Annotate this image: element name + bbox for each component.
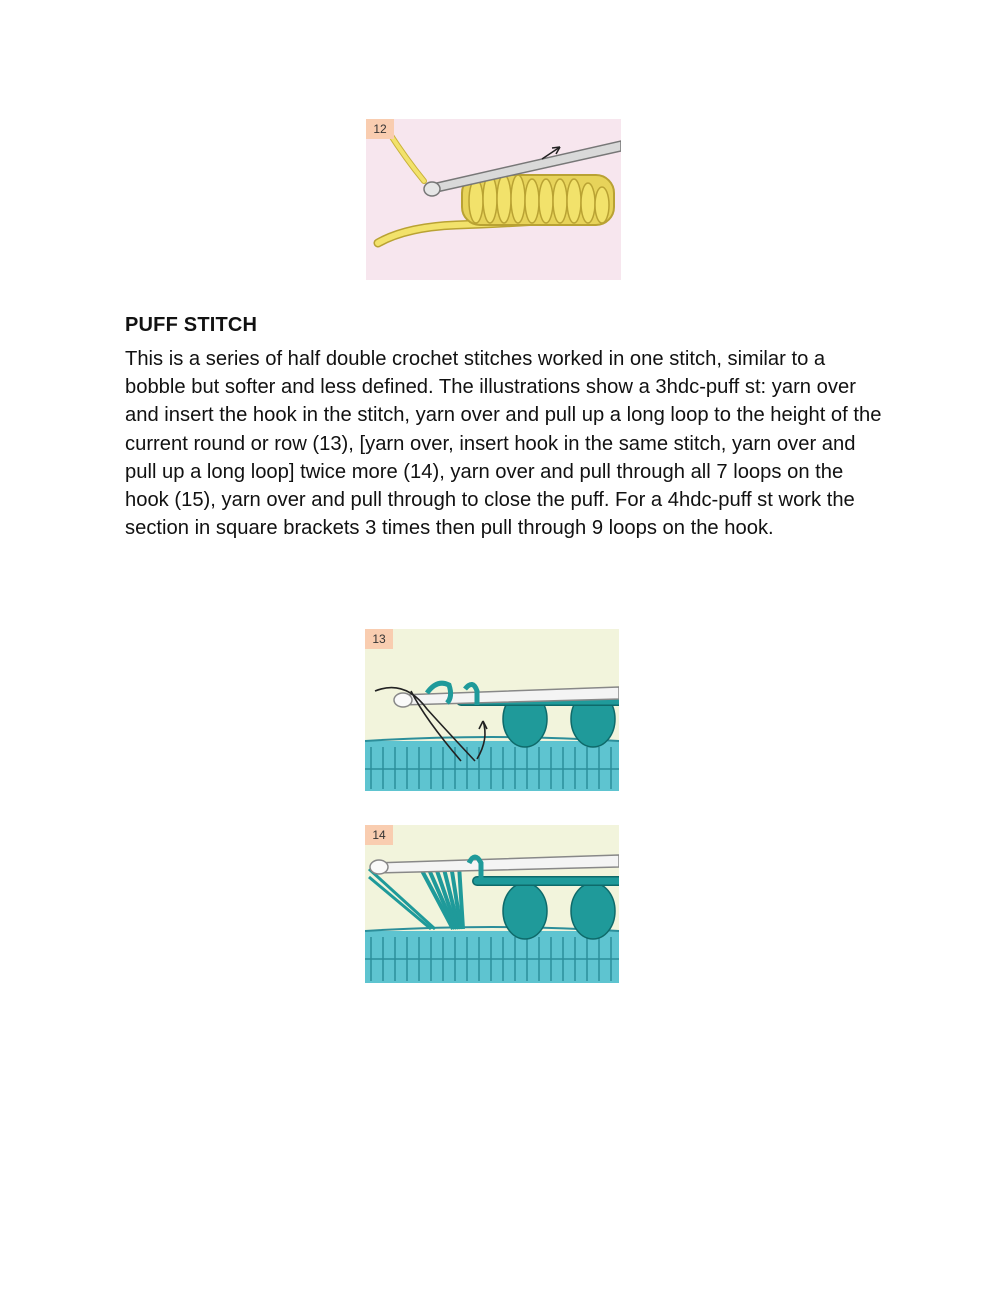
puff-stitches [503, 883, 615, 939]
figure-number: 12 [366, 119, 394, 139]
figure-13-illustration [365, 629, 619, 791]
section-title: PUFF STITCH [125, 314, 258, 336]
figure-12-illustration [366, 119, 621, 280]
figure-number: 13 [365, 629, 393, 649]
figure-13 [365, 629, 619, 791]
figure-14-illustration [365, 825, 619, 983]
section-body: This is a series of half double crochet stitches worked in one stitch, similar to a bobble but softer and less defined. The illustrations show a 3hdc-puff st: yarn over and insert the hook in the stitch, yarn over and pull up a long loop to the height of the current round or row (13), [yarn over, insert hook in the same stitch, yarn over and pull up a long loop] twice more (14), yarn over and pull through all 7 loops on the hook (15), yarn over and pull through to close the puff. For a 4hdc-puff st work the section in square brackets 3 times then pull through 9 loops on the hook. [125, 348, 882, 540]
foundation-fabric [365, 737, 619, 791]
crochet-hook-icon [370, 855, 619, 874]
figure-14 [365, 825, 619, 983]
figure-number: 14 [365, 825, 393, 845]
figure-12 [366, 119, 621, 280]
stitch-block [462, 175, 614, 225]
